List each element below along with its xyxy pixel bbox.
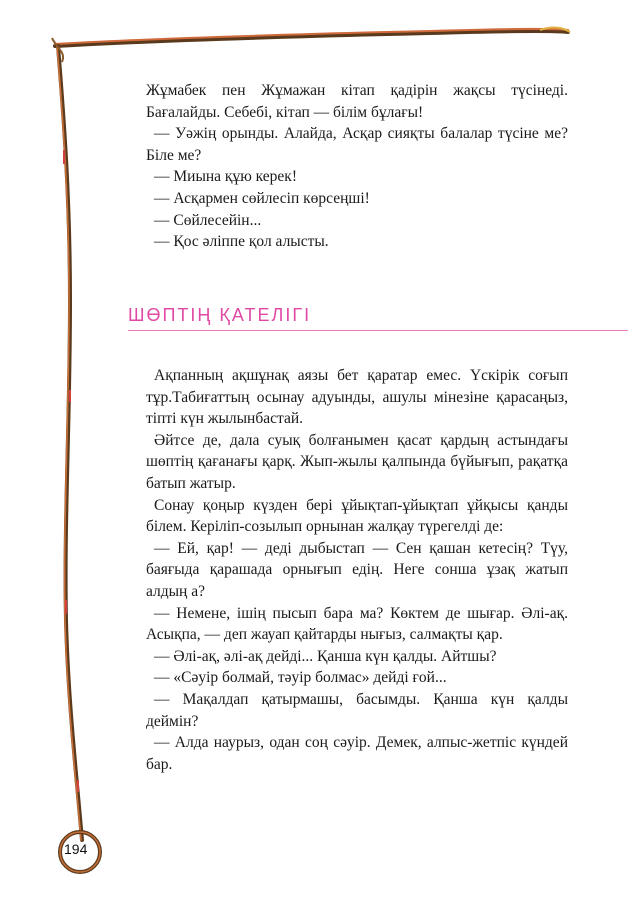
- paragraph: — Миына құю керек!: [154, 168, 297, 186]
- paragraph: — Қос әліппе қол алысты.: [154, 233, 329, 251]
- paragraph: Сонау қоңыр күзден бері ұйықтап-ұйықтап ұйқысы қанды білем. Керіліп-созылып орнынан жалқау түрегелді де:: [146, 496, 568, 536]
- paragraph: — «Сәуір болмай, тәуір болмас» дейді ғой...: [154, 669, 447, 687]
- text-block-intro: [146, 80, 568, 253]
- paragraph: — Әлі-ақ, әлі-ақ дейді... Қанша күн қалды. Айтшы?: [154, 647, 497, 665]
- heading-divider: [128, 330, 628, 331]
- paragraph: Әйтсе де, дала суық болғанымен қасат қардың астындағы шөптің қағанағы қарқ. Жып-жылы қалпында бүйығып, рақатқа батып жатыр.: [146, 431, 568, 492]
- page-number: 194: [64, 841, 88, 857]
- paragraph: Ақпанның ақшұнақ аязы бет қаратар емес. Үскірік соғып тұр.Табиғаттың осынау адуынды, ашулы мінезіне қарасаңыз, тіпті күн жылынбастай.: [146, 367, 568, 428]
- text-block-story: [146, 365, 568, 775]
- paragraph: — Алда наурыз, одан соң сәуір. Демек, алпыс-жетпіс күндей бар.: [146, 734, 568, 773]
- section-heading: ШӨПТІҢ ҚАТЕЛІГІ: [128, 305, 312, 325]
- paragraph: — Ей, қар! — деді дыбыстап — Сен қашан кетесің? Түу, баяғыда қарашада орнығып едің. Неге сонша ұзақ жатып алдың а?: [146, 539, 568, 600]
- paragraph: — Мақалдап қатырмашы, басымды. Қанша күн қалды деймін?: [146, 690, 568, 730]
- paragraph: — Уәжің орынды. Алайда, Асқар сияқты балалар түсіне ме? Біле ме?: [146, 125, 568, 164]
- paragraph: — Немене, ішің пысып бара ма? Көктем де шығар. Әлі-ақ. Асықпа, — деп жауап қайтарды нығыз, салмақты қар.: [146, 604, 568, 644]
- paragraph: — Асқармен сөйлесіп көрсеңші!: [154, 189, 370, 207]
- paragraph: — Сөйлесейін...: [154, 211, 262, 229]
- paragraph: Жұмабек пен Жұмажан кітап қадірін жақсы түсінеді. Бағалайды. Себебі, кітап — білім бұлағы!: [146, 82, 568, 121]
